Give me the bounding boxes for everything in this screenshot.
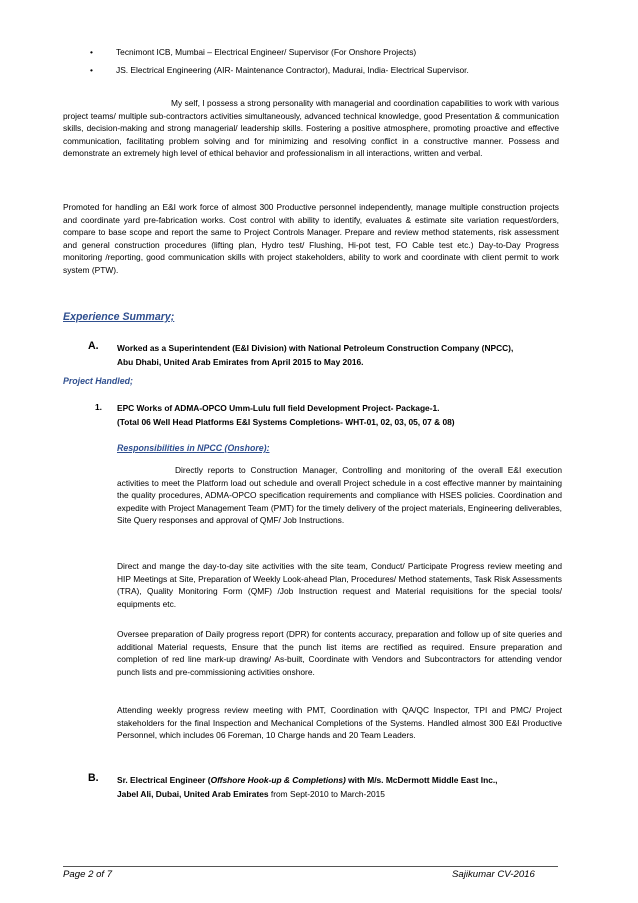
- entry-b-dates: from Sept-2010 to March-2015: [268, 789, 385, 799]
- project-line2: (Total 06 Well Head Platforms E&I Systems Completions- WHT-01, 02, 03, 05, 07 & 08): [117, 417, 455, 427]
- bullet-item-tecnimont: [90, 46, 560, 58]
- entry-b-line2: [117, 787, 562, 801]
- entry-b-location: Jabel Ali, Dubai, United Arab Emirates: [117, 789, 269, 799]
- project-line1: EPC Works of ADMA-OPCO Umm-Lulu full field Development Project- Package-1.: [117, 403, 440, 413]
- responsibility-paragraph-2: Direct and mange the day-to-day site activities with the site team, Conduct/ Participate Progress review meeting and HIP Meetings at Site, Preparation of Weekly Look-ahead Plan, Procedures/ Method statements, Task Risk Assessments (TRA), Quality Monitoring Form (QMF) /Job Instruction request and Material requisitions for the special tools/ equipments etc.: [117, 561, 562, 609]
- entry-b-letter: B.: [88, 772, 99, 784]
- entry-b-line1: [117, 773, 562, 787]
- responsibility-paragraph-1: Directly reports to Construction Manager, Controlling and monitoring of the overall E&I execution activities to meet the Platform load out schedule and overall Project schedule in a cost effective manner by maintaining the quality procedures, ADMA-OPCO specification requirements and compliance with HSES policies. Coordination and expedite with Project Management Team (PMT) for the timely delivery of the project materials, Engineering deliverables, Site Query responses and approval of QMF/ Job Instructions.: [117, 465, 562, 526]
- entry-b-company: with M/s. McDermott Middle East Inc.,: [345, 775, 498, 785]
- profile-paragraph: My self, I possess a strong personality with managerial and coordination capabilities to work with various project teams/ multiple sub-contractors activities simultaneously, advanced technical knowledge, good Presentation & communication skills, decision-making and strong managerial/ leadership skills. Fostering a positive atmosphere, promoting proactive and effective communication, facilitating problem solving and for minimizing and resolving conflict in a constructive manner. Possess and demonstrate an extremely high level of ethical behavior and professionalism in all interactions, written and verbal.: [63, 98, 559, 159]
- project-title: [117, 401, 562, 429]
- bullet-text: JS. Electrical Engineering (AIR- Maintenance Contractor), Madurai, India- Electrical Supervisor.: [116, 65, 469, 75]
- entry-a-letter: A.: [88, 340, 99, 352]
- bullet-text: Tecnimont ICB, Mumbai – Electrical Engineer/ Supervisor (For Onshore Projects): [116, 47, 417, 57]
- bullet-icon: •: [90, 65, 93, 75]
- footer-page-number: Page 2 of 7: [63, 869, 113, 880]
- footer-divider: [63, 866, 558, 867]
- responsibilities-heading: Responsibilities in NPCC (Onshore):: [117, 443, 270, 453]
- entry-b-role-italic: Offshore Hook-up & Completions): [210, 775, 346, 785]
- promotion-paragraph: Promoted for handling an E&I work force of almost 300 Productive personnel independently, manage multiple construction projects and coordinate yard pre-fabrication works. Cost control with ability to identify, evaluates & estimate site variation request/orders, compare to base scope and report the same to Project Controls Manager. Prepare and review method statements, risk assessment and general construction procedures (lifting plan, Hydro test/ Flushing, Hi-pot test, FO Cable test etc.) Day-to-Day Progress monitoring /reporting, good communication skills with project stakeholders, ability to work and coordinate with client permit to work system (PTW).: [63, 202, 559, 275]
- entry-a-text: [117, 341, 562, 369]
- responsibility-paragraph-4: Attending weekly progress review meeting with PMT, Coordination with QA/QC Inspector, TPI and PMC/ Project stakeholders for the final Inspection and Mechanical Completions of the Systems. Handled almost 300 E&I Productive Personnel, which includes 06 Foreman, 10 Charge hands and 20 Team Leaders.: [117, 705, 562, 741]
- project-handled-heading: Project Handled;: [63, 376, 133, 386]
- responsibility-paragraph-3: Oversee preparation of Daily progress report (DPR) for contents accuracy, preparation and follow up of site queries and additional Material requests, Ensure that the punch list items are rectified as required. Ensure preparation and completion of red line mark-up drawing/ As-built, Coordinate with Vendors and Subcontractors for attending vendor punch lists and pre-commissioning activities onshore.: [117, 629, 562, 677]
- experience-summary-heading: Experience Summary;: [63, 311, 175, 323]
- footer-document-name: Sajikumar CV-2016: [452, 869, 535, 880]
- entry-a-line1: Worked as a Superintendent (E&I Division) with National Petroleum Construction Company (NPCC),: [117, 343, 514, 353]
- project-number: 1.: [95, 402, 102, 412]
- bullet-icon: •: [90, 47, 93, 57]
- bullet-item-js-electrical: [90, 64, 560, 76]
- entry-b-text: [117, 773, 562, 801]
- entry-a-line2: Abu Dhabi, United Arab Emirates from April 2015 to May 2016.: [117, 357, 364, 367]
- entry-b-role: Sr. Electrical Engineer (: [117, 775, 211, 785]
